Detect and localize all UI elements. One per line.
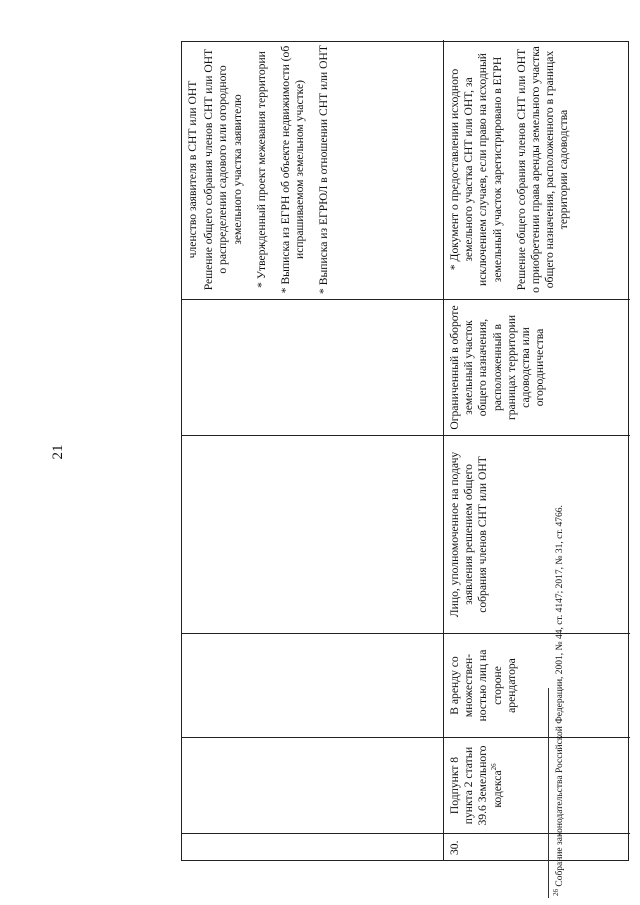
- doc-item: * Утвержденный проект межевания территории: [254, 51, 268, 288]
- doc-item: Решение общего собрания членов СНТ или ОНТ о распределении садового или огородного земельного участка заявителю: [202, 48, 244, 291]
- page-number: 21: [50, 444, 66, 460]
- cell-number: 30.: [444, 833, 630, 860]
- cell-land-plot: Ограниченный в обороте земельный участок общего назначения, расположенный в границах территории садоводства или огородничества: [444, 299, 630, 435]
- cell-documents: [182, 40, 443, 299]
- cell-land-plot: [182, 299, 443, 435]
- footnote-divider: [548, 688, 549, 898]
- table-row-continuation: [182, 40, 444, 860]
- doc-item: * Выписка из ЕГРН об объекте недвижимости (об испрашиваемом земельном участке): [279, 45, 307, 294]
- doc-item: Решение общего собрания членов СНТ или ОНТ о приобретении права аренды земельного участка общего назначения, расположенного в границах территории садоводства: [514, 46, 571, 293]
- cell-number: [182, 833, 443, 860]
- doc-item: * Выписка из ЕГРЮЛ в отношении СНТ или ОНТ: [317, 45, 331, 294]
- cell-legal-basis: [182, 737, 443, 833]
- cell-applicant: [182, 435, 443, 633]
- cell-right-type: [182, 633, 443, 737]
- table-row-30: [444, 40, 630, 860]
- footnote-ref: 26: [489, 763, 498, 771]
- footnote: [552, 476, 568, 896]
- doc-item: * Документ о предоставлении исходного земельного участка СНТ или ОНТ, за исключением случаев, если право на исходный земельный участок зарегистрировано в ЕГРН: [448, 53, 504, 286]
- cell-documents: [444, 40, 630, 299]
- cell-applicant: Лицо, уполномоченное на подачу заявления решением общего собрания членов СНТ или ОНТ: [444, 435, 630, 633]
- footnote-text: Собрание законодательства Российской Федерации, 2001, № 44, ст. 4147; 2017, № 31, ст. 4766.: [555, 505, 565, 887]
- footnote-mark: 26: [551, 889, 560, 896]
- cell-legal-basis: [444, 737, 630, 833]
- doc-item: членство заявителя в СНТ или ОНТ: [186, 80, 199, 259]
- legal-basis-text: Подпункт 8 пункта 2 статьи 39.6 Земельного кодекса: [448, 745, 504, 826]
- cell-right-type: В аренду со множественностью лиц на стороне арендатора: [444, 633, 630, 737]
